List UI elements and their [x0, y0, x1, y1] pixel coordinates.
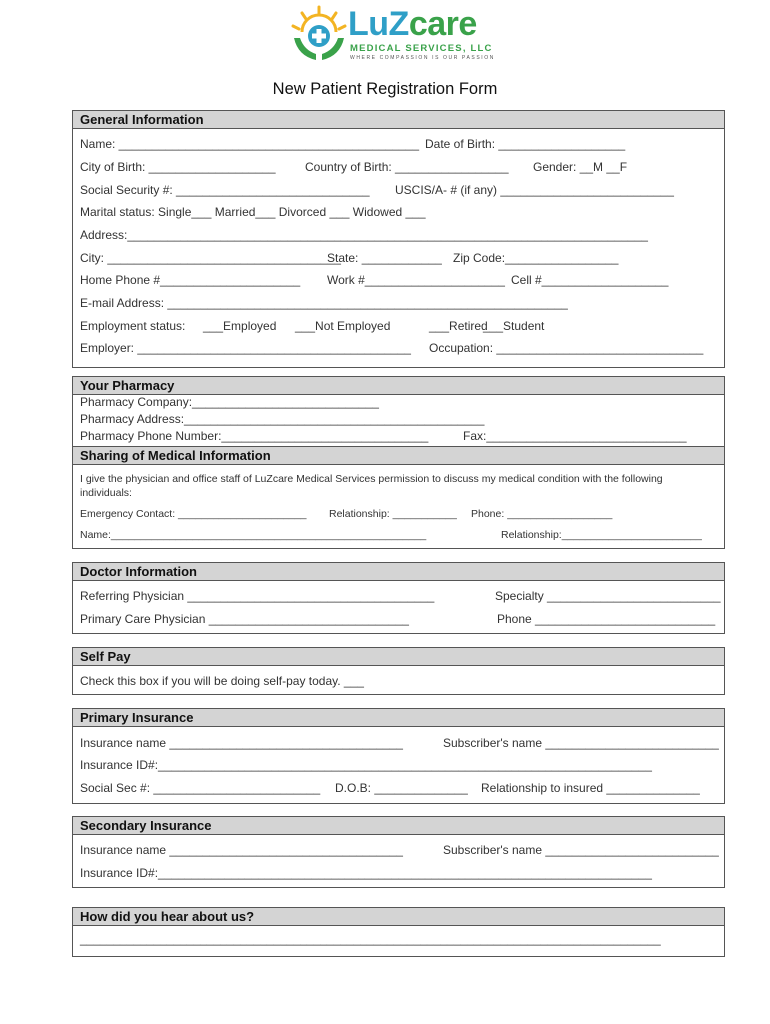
section-heading: General Information — [73, 111, 724, 129]
secondary-insurance-name-field[interactable]: Insurance name ___________________________________ — [80, 843, 403, 857]
employed-option[interactable]: ___Employed — [203, 319, 277, 333]
individual-relationship-field[interactable]: Relationship:________________________ — [501, 529, 702, 541]
sharing-section — [72, 446, 725, 549]
section-heading: Self Pay — [73, 648, 724, 666]
referral-source-field[interactable]: _______________________________________________________________________________________ — [80, 932, 661, 946]
logo-subtitle: MEDICAL SERVICES, LLC — [350, 43, 493, 54]
uscis-field[interactable]: USCIS/A- # (if any) __________________________ — [395, 183, 674, 197]
referring-physician-field[interactable]: Referring Physician _____________________________________ — [80, 589, 435, 603]
secondary-subscriber-name-field[interactable]: Subscriber's name __________________________ — [443, 843, 719, 857]
zip-code-field[interactable]: Zip Code:_________________ — [453, 251, 619, 265]
relationship-to-insured-field[interactable]: Relationship to insured ______________ — [481, 781, 700, 795]
name-field[interactable]: Name: _____________________________________________ — [80, 137, 419, 151]
emergency-relationship-field[interactable]: Relationship: ___________ — [329, 508, 457, 520]
logo — [288, 4, 518, 66]
permission-statement-cont: individuals: — [80, 487, 132, 499]
pharmacy-section — [72, 376, 725, 448]
emergency-contact-field[interactable]: Emergency Contact: ______________________ — [80, 508, 307, 520]
ssn-field[interactable]: Social Security #: _____________________________ — [80, 183, 370, 197]
self-pay-checkbox[interactable]: Check this box if you will be doing self-pay today. ___ — [80, 674, 364, 688]
not-employed-option[interactable]: ___Not Employed — [295, 319, 391, 333]
section-heading: Secondary Insurance — [73, 817, 724, 835]
employment-status-label: Employment status: — [80, 319, 186, 333]
secondary-insurance-section — [72, 816, 725, 888]
employer-field[interactable]: Employer: _________________________________________ — [80, 341, 411, 355]
gender-field[interactable]: Gender: __M __F — [533, 160, 628, 174]
primary-dob-field[interactable]: D.O.B: ______________ — [335, 781, 468, 795]
logo-emblem-icon — [288, 4, 350, 66]
pharmacy-company-field[interactable]: Pharmacy Company:____________________________ — [80, 395, 379, 409]
primary-insurance-name-field[interactable]: Insurance name ___________________________________ — [80, 736, 403, 750]
city-field[interactable]: City: ___________________________________ — [80, 251, 341, 265]
section-heading: How did you hear about us? — [73, 908, 724, 926]
general-information-section — [72, 110, 725, 368]
primary-insurance-id-field[interactable]: Insurance ID#:__________________________________________________________________________ — [80, 758, 652, 772]
city-of-birth-field[interactable]: City of Birth: ___________________ — [80, 160, 276, 174]
section-heading: Primary Insurance — [73, 709, 724, 727]
pharmacy-fax-field[interactable]: Fax:______________________________ — [463, 429, 687, 443]
occupation-field[interactable]: Occupation: _______________________________ — [429, 341, 704, 355]
section-heading: Doctor Information — [73, 563, 724, 581]
country-of-birth-field[interactable]: Country of Birth: _________________ — [305, 160, 509, 174]
address-field[interactable]: Address:______________________________________________________________________________ — [80, 228, 648, 242]
home-phone-field[interactable]: Home Phone #_____________________ — [80, 273, 301, 287]
logo-wordmark: LuZcare — [348, 5, 477, 43]
secondary-insurance-id-field[interactable]: Insurance ID#:__________________________________________________________________________ — [80, 866, 652, 880]
permission-statement: I give the physician and office staff of LuZcare Medical Services permission to discuss my medical condition with the following — [80, 473, 663, 485]
doctor-section — [72, 562, 725, 634]
retired-option[interactable]: ___Retired — [429, 319, 488, 333]
primary-subscriber-name-field[interactable]: Subscriber's name __________________________ — [443, 736, 719, 750]
specialty-field[interactable]: Specialty __________________________ — [495, 589, 721, 603]
work-phone-field[interactable]: Work #_____________________ — [327, 273, 505, 287]
pharmacy-phone-field[interactable]: Pharmacy Phone Number:_______________________________ — [80, 429, 429, 443]
referral-source-section — [72, 907, 725, 957]
logo-tagline: WHERE COMPASSION IS OUR PASSION — [350, 55, 495, 61]
individual-name-field[interactable]: Name:______________________________________________________ — [80, 529, 427, 541]
student-option[interactable]: ___Student — [483, 319, 545, 333]
pharmacy-address-field[interactable]: Pharmacy Address:_____________________________________________ — [80, 412, 485, 426]
primary-insurance-section — [72, 708, 725, 804]
section-heading: Your Pharmacy — [73, 377, 724, 395]
marital-status-field[interactable]: Marital status: Single___ Married___ Divorced ___ Widowed ___ — [80, 205, 426, 219]
dob-field[interactable]: Date of Birth: ___________________ — [425, 137, 626, 151]
self-pay-section — [72, 647, 725, 695]
state-field[interactable]: State: ____________ — [327, 251, 442, 265]
emergency-phone-field[interactable]: Phone: __________________ — [471, 508, 613, 520]
section-heading: Sharing of Medical Information — [73, 447, 724, 465]
email-field[interactable]: E-mail Address: ____________________________________________________________ — [80, 296, 568, 310]
doctor-phone-field[interactable]: Phone ___________________________ — [497, 612, 716, 626]
page-title: New Patient Registration Form — [272, 80, 498, 98]
primary-social-sec-field[interactable]: Social Sec #: _________________________ — [80, 781, 321, 795]
primary-care-physician-field[interactable]: Primary Care Physician ______________________________ — [80, 612, 409, 626]
cell-phone-field[interactable]: Cell #___________________ — [511, 273, 669, 287]
